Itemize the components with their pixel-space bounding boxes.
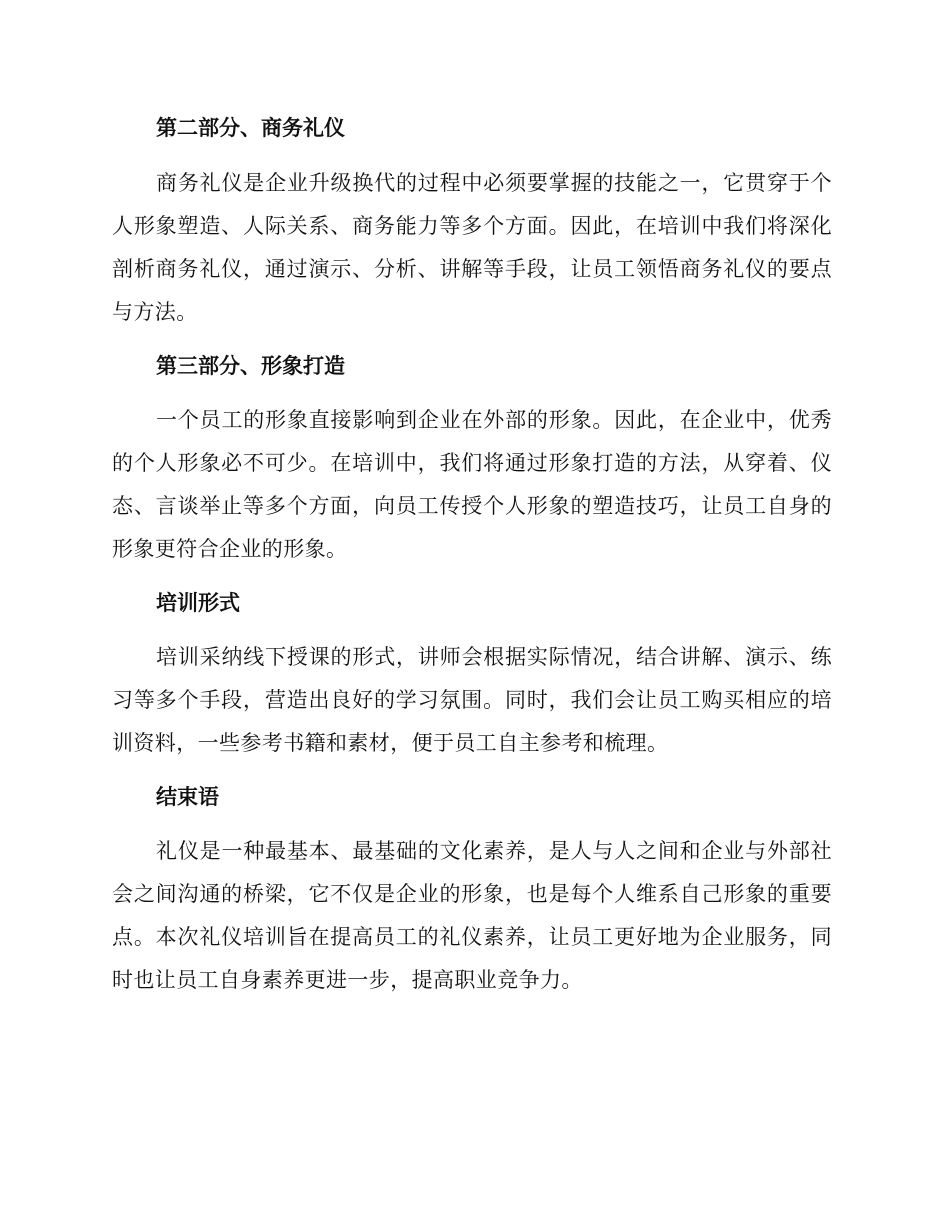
section-body-business-etiquette: 商务礼仪是企业升级换代的过程中必须要掌握的技能之一，它贯穿于个人形象塑造、人际关系、商务能力等多个方面。因此，在培训中我们将深化剖析商务礼仪，通过演示、分析、讲解等手段，让员工领悟商务礼仪的要点与方法。 bbox=[112, 171, 832, 324]
section-heading-business-etiquette: 第二部分、商务礼仪 bbox=[156, 116, 345, 140]
section-body-conclusion: 礼仪是一种最基本、最基础的文化素养，是人与人之间和企业与外部社会之间沟通的桥梁，它不仅是企业的形象，也是每个人维系自己形象的重要点。本次礼仪培训旨在提高员工的礼仪素养，让员工更好地为企业服务，同时也让员工自身素养更进一步，提高职业竞争力。 bbox=[112, 839, 832, 992]
section-heading-image-building: 第三部分、形象打造 bbox=[156, 354, 345, 378]
section-body-training-format: 培训采纳线下授课的形式，讲师会根据实际情况，结合讲解、演示、练习等多个手段，营造出良好的学习氛围。同时，我们会让员工购买相应的培训资料，一些参考书籍和素材，便于员工自主参考和梳理。 bbox=[112, 645, 832, 755]
document-page bbox=[112, 110, 832, 1002]
section-body-image-building: 一个员工的形象直接影响到企业在外部的形象。因此，在企业中，优秀的个人形象必不可少。在培训中，我们将通过形象打造的方法，从穿着、仪态、言谈举止等多个方面，向员工传授个人形象的塑造技巧，让员工自身的形象更符合企业的形象。 bbox=[112, 408, 832, 561]
section-heading-conclusion: 结束语 bbox=[156, 785, 219, 809]
section-heading-training-format: 培训形式 bbox=[156, 591, 240, 615]
